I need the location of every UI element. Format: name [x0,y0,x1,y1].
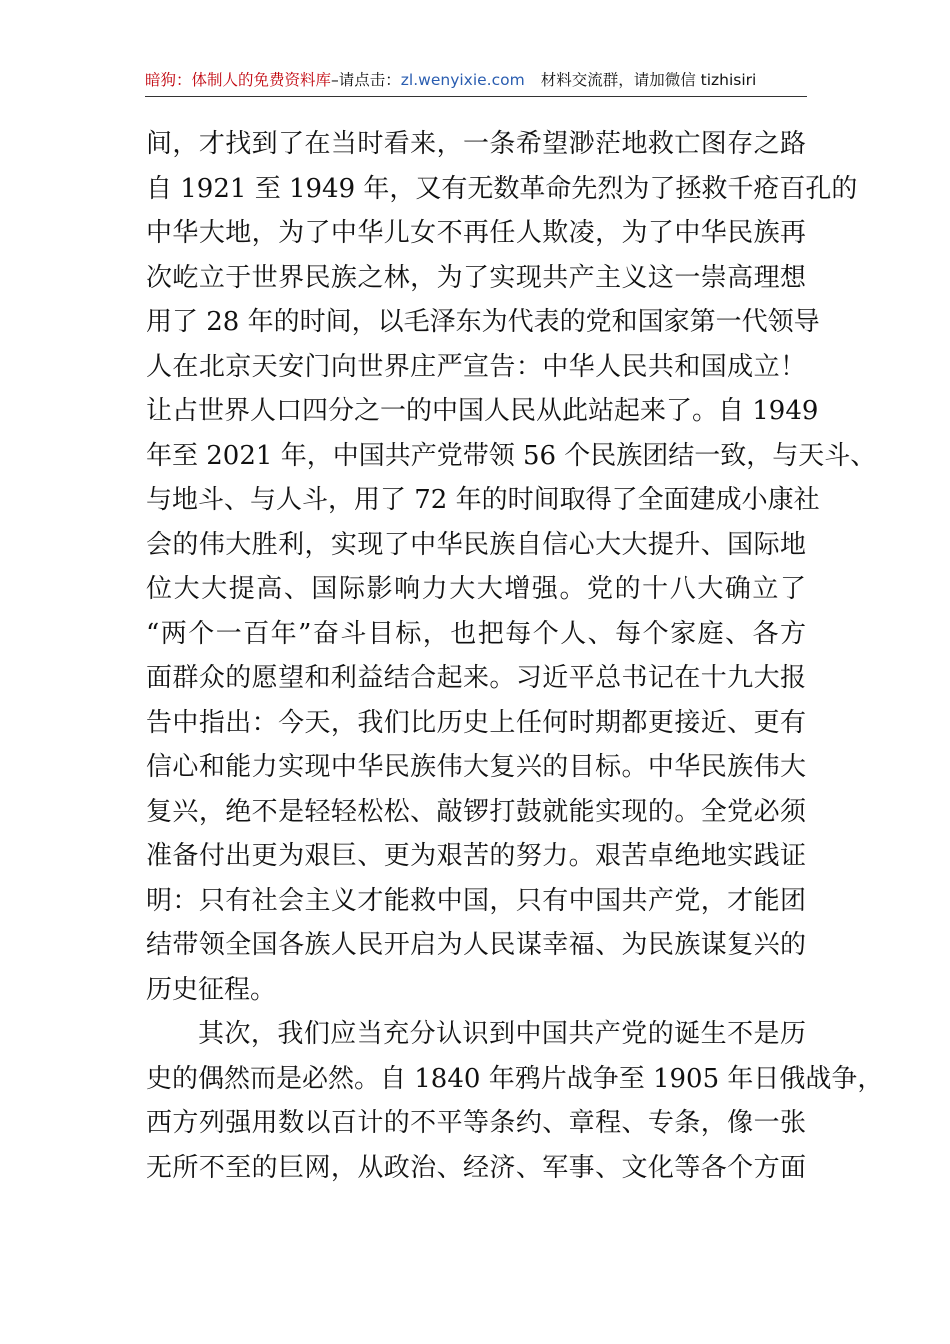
text-line: “两个一百年”奋斗目标，也把每个人、每个家庭、各方 [146,618,806,649]
text-line: 与地斗、与人斗，用了 72 年的时间取得了全面建成小康社 [146,485,820,515]
header-brand: 暗狗：体制人的免费资料库 [145,71,332,89]
text-line: 自 1921 至 1949 年，又有无数革命先烈为了拯救千疮百孔的 [146,173,858,204]
paragraph-1 [146,122,877,1012]
text-line: 会的伟大胜利，实现了中华民族自信心大大提升、国际地 [146,529,806,560]
text-line: 信心和能力实现中华民族伟大复兴的目标。中华民族伟大 [146,752,806,782]
text-line: 史的偶然而是必然。自 1840 年鸦片战争至 1905 年日俄战争， [146,1063,884,1094]
text-line: 明：只有社会主义才能救中国，只有中国共产党，才能团 [146,885,806,916]
text-line: 复兴，绝不是轻轻松松、敲锣打鼓就能实现的。全党必须 [146,796,806,827]
text-line: 年至 2021 年，中国共产党带领 56 个民族团结一致，与天斗、 [146,440,877,471]
text-line: 无所不至的巨网，从政治、经济、军事、文化等各个方面 [146,1152,806,1183]
text-line: 结带领全国各族人民开启为人民谋幸福、为民族谋复兴的 [146,930,806,960]
text-line: 告中指出：今天，我们比历史上任何时期都更接近、更有 [146,707,806,738]
header-note: 材料交流群，请加微信 tizhisiri [540,71,757,89]
header-prompt: –请点击： [331,71,401,89]
header-url-link[interactable]: zl.wenyixie.com [400,71,525,89]
paragraph-2 [146,1012,884,1190]
text-line: 人在北京天安门向世界庄严宣告：中华人民共和国成立！ [146,351,806,382]
text-line: 西方列强用数以百计的不平等条约、章程、专条，像一张 [146,1108,806,1138]
text-line: 面群众的愿望和利益结合起来。习近平总书记在十九大报 [146,663,806,693]
page-header [145,68,807,97]
text-line: 位大大提高、国际影响力大大增强。党的十八大确立了 [146,574,806,604]
text-line: 间，才找到了在当时看来，一条希望渺茫地救亡图存之路 [146,129,806,159]
text-line: 用了 28 年的时间，以毛泽东为代表的党和国家第一代领导 [146,307,820,337]
text-line: 次屹立于世界民族之林，为了实现共产主义这一崇高理想 [146,262,806,293]
text-line: 其次，我们应当充分认识到中国共产党的诞生不是历 [198,1019,806,1049]
document-body [146,122,884,1190]
text-line: 历史征程。 [146,974,277,1005]
text-line: 中华大地，为了中华儿女不再任人欺凌，为了中华民族再 [146,218,806,248]
text-line: 让占世界人口四分之一的中国人民从此站起来了。自 1949 [146,396,819,426]
text-line: 准备付出更为艰巨、更为艰苦的努力。艰苦卓绝地实践证 [146,841,806,871]
